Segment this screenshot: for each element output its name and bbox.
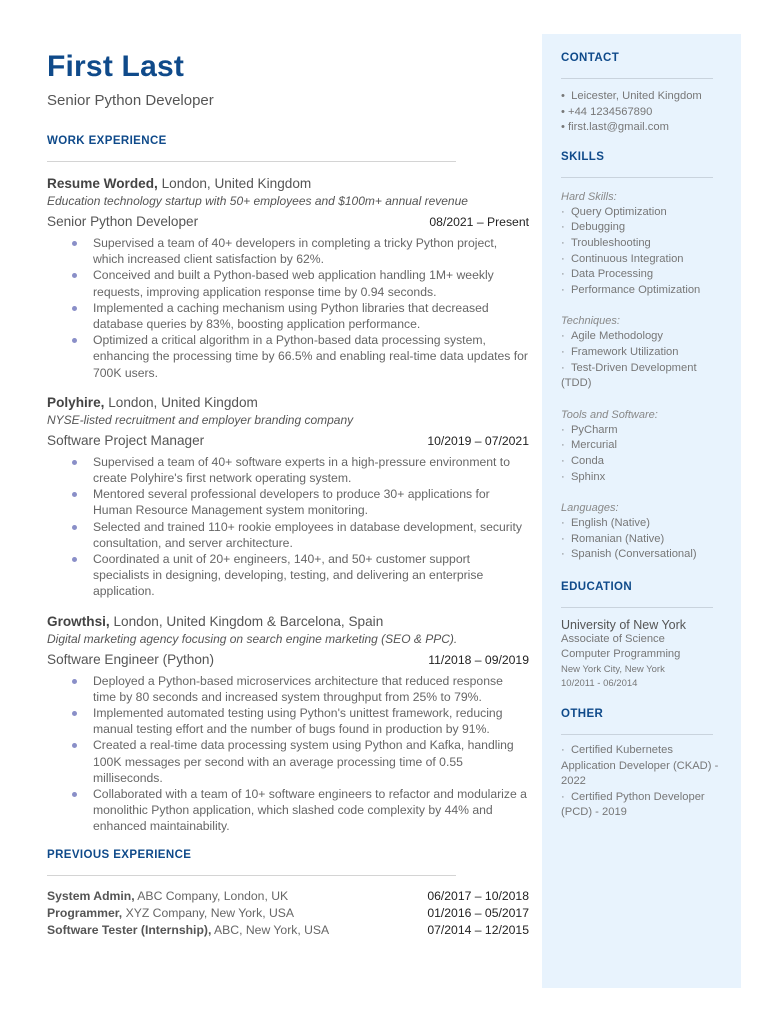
skill-item: · Performance Optimization [561,283,701,296]
role-title: Software Project Manager [47,432,205,448]
skill-item: · Continuous Integration [561,252,684,265]
contact-list [561,89,721,136]
sidebar [542,34,741,988]
previous-company: ABC, New York, USA [211,922,330,937]
section-divider [561,734,713,735]
section-divider [561,177,713,178]
skill-group-label: Tools and Software: [561,408,658,421]
skill-group-label: Languages: [561,502,619,515]
skill-item: · Troubleshooting [561,236,651,249]
achievement-item: Created a real-time data processing system using Python and Kafka, handling 100K messages per second with an average processing time of 0.55 milliseconds. [93,737,529,786]
section-divider [561,78,713,79]
main-column [47,48,529,939]
achievement-list [47,235,529,381]
certification-item: · Certified Kubernetes Application Developer (CKAD) - 2022 [561,744,719,788]
skill-item: · Agile Methodology [561,330,663,343]
achievement-item: Implemented a caching mechanism using Python libraries that decreased database queries by 83%, boosting application performance. [93,300,529,332]
company-line [47,614,529,629]
role-title: Senior Python Developer [47,214,199,229]
section-divider [47,161,456,162]
education-entry [561,618,721,690]
candidate-title: Senior Python Developer [47,92,214,109]
previous-job-row [47,888,529,905]
role-title: Software Engineer (Python) [47,651,214,667]
previous-experience-heading: PREVIOUS EXPERIENCE [47,848,192,861]
role-row [47,214,529,229]
skill-group [561,314,721,391]
skill-item: · Spanish (Conversational) [561,548,697,561]
skill-item: · PyCharm [561,423,618,436]
skill-item: · Debugging [561,221,626,234]
achievement-item: Selected and trained 110+ rookie employees in database development, security consultation, and server architecture. [93,519,529,551]
education-field: Computer Programming [561,648,681,661]
previous-dates: 07/2014 – 12/2015 [427,922,529,937]
achievement-item: Supervised a team of 40+ developers in completing a tricky Python project, which increased client satisfaction by 62%. [93,235,529,267]
role-dates: 08/2021 – Present [429,215,529,229]
skill-item: · Romanian (Native) [561,532,665,545]
previous-role: Software Tester (Internship), [47,922,212,937]
company-description: NYSE-listed recruitment and employer branding company [47,412,354,427]
achievement-item: Collaborated with a team of 10+ software engineers to refactor and modularize a monolithic Python application, which slashed code complexity by 44% and enhanced maintainability. [93,786,529,835]
achievement-list [47,673,529,835]
company-name: Growthsi, [47,613,110,629]
company-description: Education technology startup with 50+ employees and $100m+ annual revenue [47,194,468,208]
company-line [47,176,529,191]
sidebar-content [561,34,721,821]
previous-experience-list [47,888,529,939]
achievement-item: Coordinated a unit of 20+ engineers, 140+, and 50+ customer support specialists in designing, developing, testing, and delivering an enterprise application. [93,551,529,600]
education-heading: EDUCATION [561,580,633,593]
company-location: London, United Kingdom [157,176,312,191]
section-divider [561,607,713,608]
previous-company: ABC Company, London, UK [134,888,289,903]
job-entry [47,395,529,600]
skill-list [561,329,721,391]
contact-location: • Leicester, United Kingdom [561,90,702,102]
skill-item: · English (Native) [561,517,650,530]
skill-item: · Mercurial [561,439,617,452]
skill-list [561,423,721,485]
achievement-item: Deployed a Python-based microservices architecture that reduced response time by 80 seconds and increased system throughput from 25% to 79%. [93,673,529,705]
skill-list [561,205,721,299]
role-row [47,433,529,448]
education-degree: Associate of Science [561,632,665,645]
role-dates: 11/2018 – 09/2019 [428,652,529,667]
achievement-item: Optimized a critical algorithm in a Python-based data processing system, enhancing the processing time by 66.5% and enabling real-time data updates for 700K users. [93,333,528,380]
job-entry [47,176,529,381]
company-location: London, United Kingdom [104,394,258,410]
achievement-item: Supervised a team of 40+ software experts in a high-pressure environment to create Polyhire's first network operating system. [93,454,529,486]
candidate-name: First Last [47,50,185,83]
other-heading: OTHER [561,708,604,721]
skill-list [561,516,721,563]
skill-item: · Sphinx [561,470,606,483]
previous-job-row [47,922,529,939]
achievement-item: Mentored several professional developers to produce 30+ applications for Human Resource Management system monitoring. [93,486,529,518]
previous-dates: 01/2016 – 05/2017 [427,905,529,920]
jobs-list [47,176,529,835]
contact-email[interactable]: • first.last@gmail.com [561,121,669,134]
previous-company: XYZ Company, New York, USA [122,905,295,920]
skill-group [561,408,721,485]
skill-item: · Framework Utilization [561,345,679,358]
other-list [561,743,721,821]
contact-heading: CONTACT [561,52,620,64]
previous-role: Programmer, [47,905,123,920]
skill-item: · Query Optimization [561,205,667,218]
achievement-list [47,454,529,600]
skill-group-label: Techniques: [561,315,620,328]
skill-group-label: Hard Skills: [561,190,617,203]
achievement-item: Conceived and built a Python-based web application handling 1M+ weekly requests, improving application response time by 0.94 seconds. [93,267,529,299]
education-location: New York City, New York [561,664,665,676]
skill-item: · Conda [561,454,604,467]
certification-item: · Certified Python Developer (PCD) - 2019 [561,790,705,819]
company-description: Digital marketing agency focusing on search engine marketing (SEO & PPC). [47,631,458,646]
contact-phone: • +44 1234567890 [561,105,653,118]
skills-heading: SKILLS [561,150,605,163]
company-name: Resume Worded, [47,176,158,191]
role-row [47,652,529,667]
education-school: University of New York [561,617,687,632]
skill-item: · Test-Driven Development (TDD) [561,361,697,390]
section-divider [47,875,456,876]
previous-job-row [47,905,529,922]
company-name: Polyhire, [47,394,105,410]
work-experience-heading: WORK EXPERIENCE [47,135,167,147]
job-entry [47,614,529,835]
skill-group [561,190,721,299]
education-dates: 10/2011 - 06/2014 [561,677,638,689]
previous-role: System Admin, [47,888,135,903]
achievement-item: Implemented automated testing using Python's unittest framework, reducing manual testing effort and the number of bugs found in production by 91%. [93,705,529,737]
skill-item: · Data Processing [561,268,654,281]
company-location: London, United Kingdom & Barcelona, Spain [109,613,384,629]
role-dates: 10/2019 – 07/2021 [427,433,529,448]
skill-group [561,501,721,563]
previous-dates: 06/2017 – 10/2018 [427,888,529,903]
company-line [47,395,529,410]
